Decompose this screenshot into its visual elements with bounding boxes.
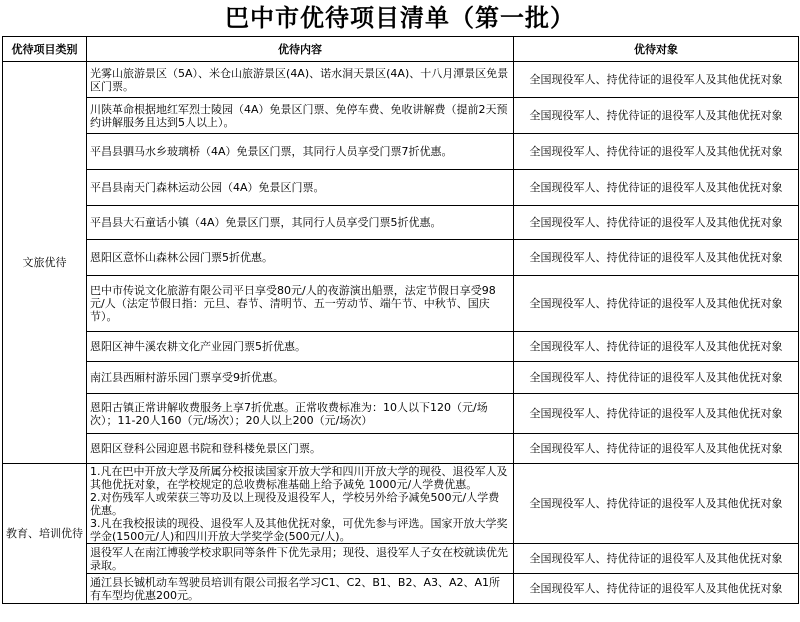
target-cell: 全国现役军人、持优待证的退役军人及其他优抚对象	[514, 206, 799, 240]
header-category: 优待项目类别	[3, 37, 87, 62]
table-row	[3, 464, 799, 544]
content-cell: 退役军人在南江博骏学校求职同等条件下优先录用；现役、退役军人子女在校就读优先录取。	[87, 544, 514, 574]
table-row	[3, 394, 799, 434]
content-cell: 平昌县大石童话小镇（4A）免景区门票，其同行人员享受门票5折优惠。	[87, 206, 514, 240]
table-row	[3, 574, 799, 604]
table-row	[3, 134, 799, 170]
table-row	[3, 62, 799, 98]
content-cell: 1.凡在巴中开放大学及所属分校报读国家开放大学和四川开放大学的现役、退役军人及其他优抚对象，在学校规定的总收费标准基础上给予减免 1000元/人学费优惠。 2.对伤残军人或荣获三等功及以上现役及退役军人，学校另外给予减免500元/人学费优惠。 3.凡在我校报读的现役、退役军人及其他优抚对象，可优先参与评选。国家开放大学奖学金(1500元/人)和四川开放大学奖学金(500元/人)。	[87, 464, 514, 544]
content-cell: 南江县西厢村游乐园门票享受9折优惠。	[87, 362, 514, 394]
table-row	[3, 206, 799, 240]
table-header-row	[3, 37, 799, 62]
target-cell: 全国现役军人、持优待证的退役军人及其他优抚对象	[514, 464, 799, 544]
header-target: 优待对象	[514, 37, 799, 62]
table-row	[3, 170, 799, 206]
content-cell: 平昌县驷马水乡玻璃桥（4A）免景区门票，其同行人员享受门票7折优惠。	[87, 134, 514, 170]
content-cell: 恩阳区登科公园迎恩书院和登科楼免景区门票。	[87, 434, 514, 464]
target-cell: 全国现役军人、持优待证的退役军人及其他优抚对象	[514, 574, 799, 604]
table-row	[3, 434, 799, 464]
target-cell: 全国现役军人、持优待证的退役军人及其他优抚对象	[514, 98, 799, 134]
content-cell: 恩阳区意怀山森林公园门票5折优惠。	[87, 240, 514, 276]
target-cell: 全国现役军人、持优待证的退役军人及其他优抚对象	[514, 434, 799, 464]
category-education: 教育、培训优待	[3, 464, 87, 604]
content-cell: 光雾山旅游景区（5A）、米仓山旅游景区(4A)、诺水洞天景区(4A)、十八月潭景区免景区门票。	[87, 62, 514, 98]
table-row	[3, 98, 799, 134]
target-cell: 全国现役军人、持优待证的退役军人及其他优抚对象	[514, 170, 799, 206]
target-cell: 全国现役军人、持优待证的退役军人及其他优抚对象	[514, 362, 799, 394]
target-cell: 全国现役军人、持优待证的退役军人及其他优抚对象	[514, 332, 799, 362]
content-cell: 川陕革命根据地红军烈士陵园（4A）免景区门票、免停车费、免收讲解费（提前2天预约讲解服务且达到5人以上）。	[87, 98, 514, 134]
target-cell: 全国现役军人、持优待证的退役军人及其他优抚对象	[514, 276, 799, 332]
table-row	[3, 276, 799, 332]
content-cell: 恩阳区神牛溪农耕文化产业园门票5折优惠。	[87, 332, 514, 362]
target-cell: 全国现役军人、持优待证的退役军人及其他优抚对象	[514, 394, 799, 434]
target-cell: 全国现役军人、持优待证的退役军人及其他优抚对象	[514, 62, 799, 98]
target-cell: 全国现役军人、持优待证的退役军人及其他优抚对象	[514, 134, 799, 170]
table-row	[3, 362, 799, 394]
header-content: 优待内容	[87, 37, 514, 62]
target-cell: 全国现役军人、持优待证的退役军人及其他优抚对象	[514, 240, 799, 276]
page-title: 巴中市优待项目清单（第一批）	[225, 3, 575, 32]
content-cell: 恩阳古镇正常讲解收费服务上享7折优惠。正常收费标准为：10人以下120（元/场次）；11-20人160（元/场次）；20人以上200（元/场次）	[87, 394, 514, 434]
table-row	[3, 240, 799, 276]
content-cell: 巴中市传说文化旅游有限公司平日享受80元/人的夜游演出船票，法定节假日享受98元/人（法定节假日指：元旦、春节、清明节、五一劳动节、端午节、中秋节、国庆节）。	[87, 276, 514, 332]
benefits-table	[2, 36, 799, 604]
table-row	[3, 544, 799, 574]
content-cell: 平昌县南天门森林运动公园（4A）免景区门票。	[87, 170, 514, 206]
category-culture-tourism: 文旅优待	[3, 62, 87, 464]
content-cell: 通江县长铖机动车驾驶员培训有限公司报名学习C1、C2、B1、B2、A3、A2、A1所有车型均优惠200元。	[87, 574, 514, 604]
table-row	[3, 332, 799, 362]
target-cell: 全国现役军人、持优待证的退役军人及其他优抚对象	[514, 544, 799, 574]
